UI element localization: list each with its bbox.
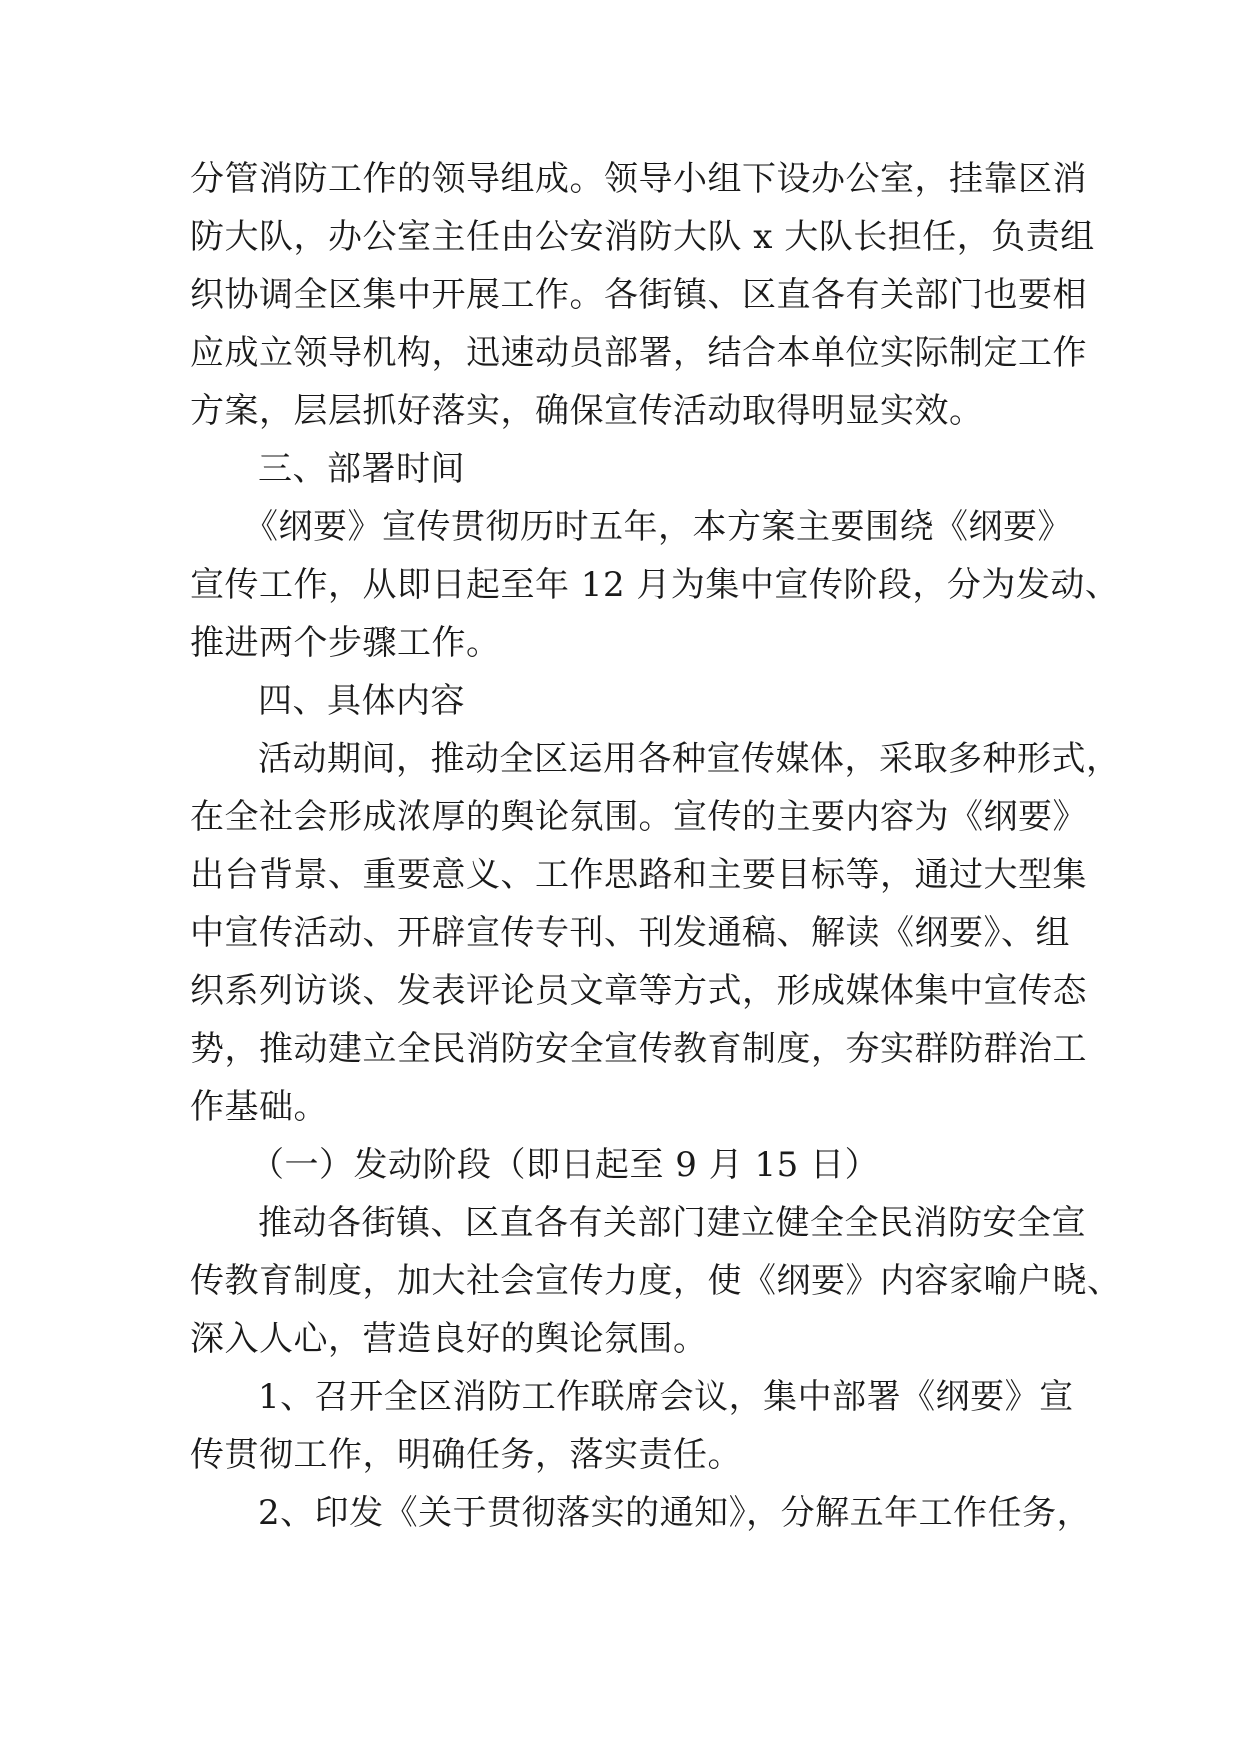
- text-line: 织协调全区集中开展工作。各街镇、区直各有关部门也要相: [190, 275, 1087, 315]
- text-line: 织系列访谈、发表评论员文章等方式，形成媒体集中宣传态: [190, 971, 1087, 1011]
- text-line: 中宣传活动、开辟宣传专刊、刊发通稿、解读《纲要》、组: [190, 913, 1070, 953]
- text-line: 势，推动建立全民消防安全宣传教育制度，夯实群防群治工: [190, 1029, 1087, 1069]
- text-line: 推动各街镇、区直各有关部门建立健全全民消防安全宣: [258, 1203, 1086, 1243]
- text-line: 2、印发《关于贯彻落实的通知》，分解五年工作任务，: [258, 1493, 1092, 1533]
- text-line: 《纲要》宣传贯彻历时五年，本方案主要围绕《纲要》: [244, 507, 1072, 547]
- text-line: 推进两个步骤工作。: [190, 623, 501, 663]
- text-line: 传贯彻工作，明确任务，落实责任。: [190, 1435, 742, 1475]
- section-heading: 四、具体内容: [258, 681, 465, 721]
- text-line: 宣传工作，从即日起至年 12 月为集中宣传阶段，分为发动、: [190, 565, 1120, 605]
- text-line: 防大队，办公室主任由公安消防大队 x 大队长担任，负责组: [190, 217, 1095, 257]
- text-line: 在全社会形成浓厚的舆论氛围。宣传的主要内容为《纲要》: [190, 797, 1087, 837]
- text-line: 分管消防工作的领导组成。领导小组下设办公室，挂靠区消: [190, 159, 1087, 199]
- text-line: 作基础。: [190, 1087, 328, 1127]
- text-line: 1、召开全区消防工作联席会议，集中部署《纲要》宣: [258, 1377, 1074, 1417]
- subsection-heading: （一）发动阶段（即日起至 9 月 15 日）: [250, 1145, 880, 1185]
- text-line: 应成立领导机构，迅速动员部署，结合本单位实际制定工作: [190, 333, 1087, 373]
- text-line: 方案，层层抓好落实，确保宣传活动取得明显实效。: [190, 391, 984, 431]
- text-line: 出台背景、重要意义、工作思路和主要目标等，通过大型集: [190, 855, 1087, 895]
- text-line: 深入人心，营造良好的舆论氛围。: [190, 1319, 708, 1359]
- section-heading: 三、部署时间: [258, 449, 465, 489]
- text-line: 活动期间，推动全区运用各种宣传媒体，采取多种形式，: [258, 739, 1121, 779]
- text-line: 传教育制度，加大社会宣传力度，使《纲要》内容家喻户晓、: [190, 1261, 1122, 1301]
